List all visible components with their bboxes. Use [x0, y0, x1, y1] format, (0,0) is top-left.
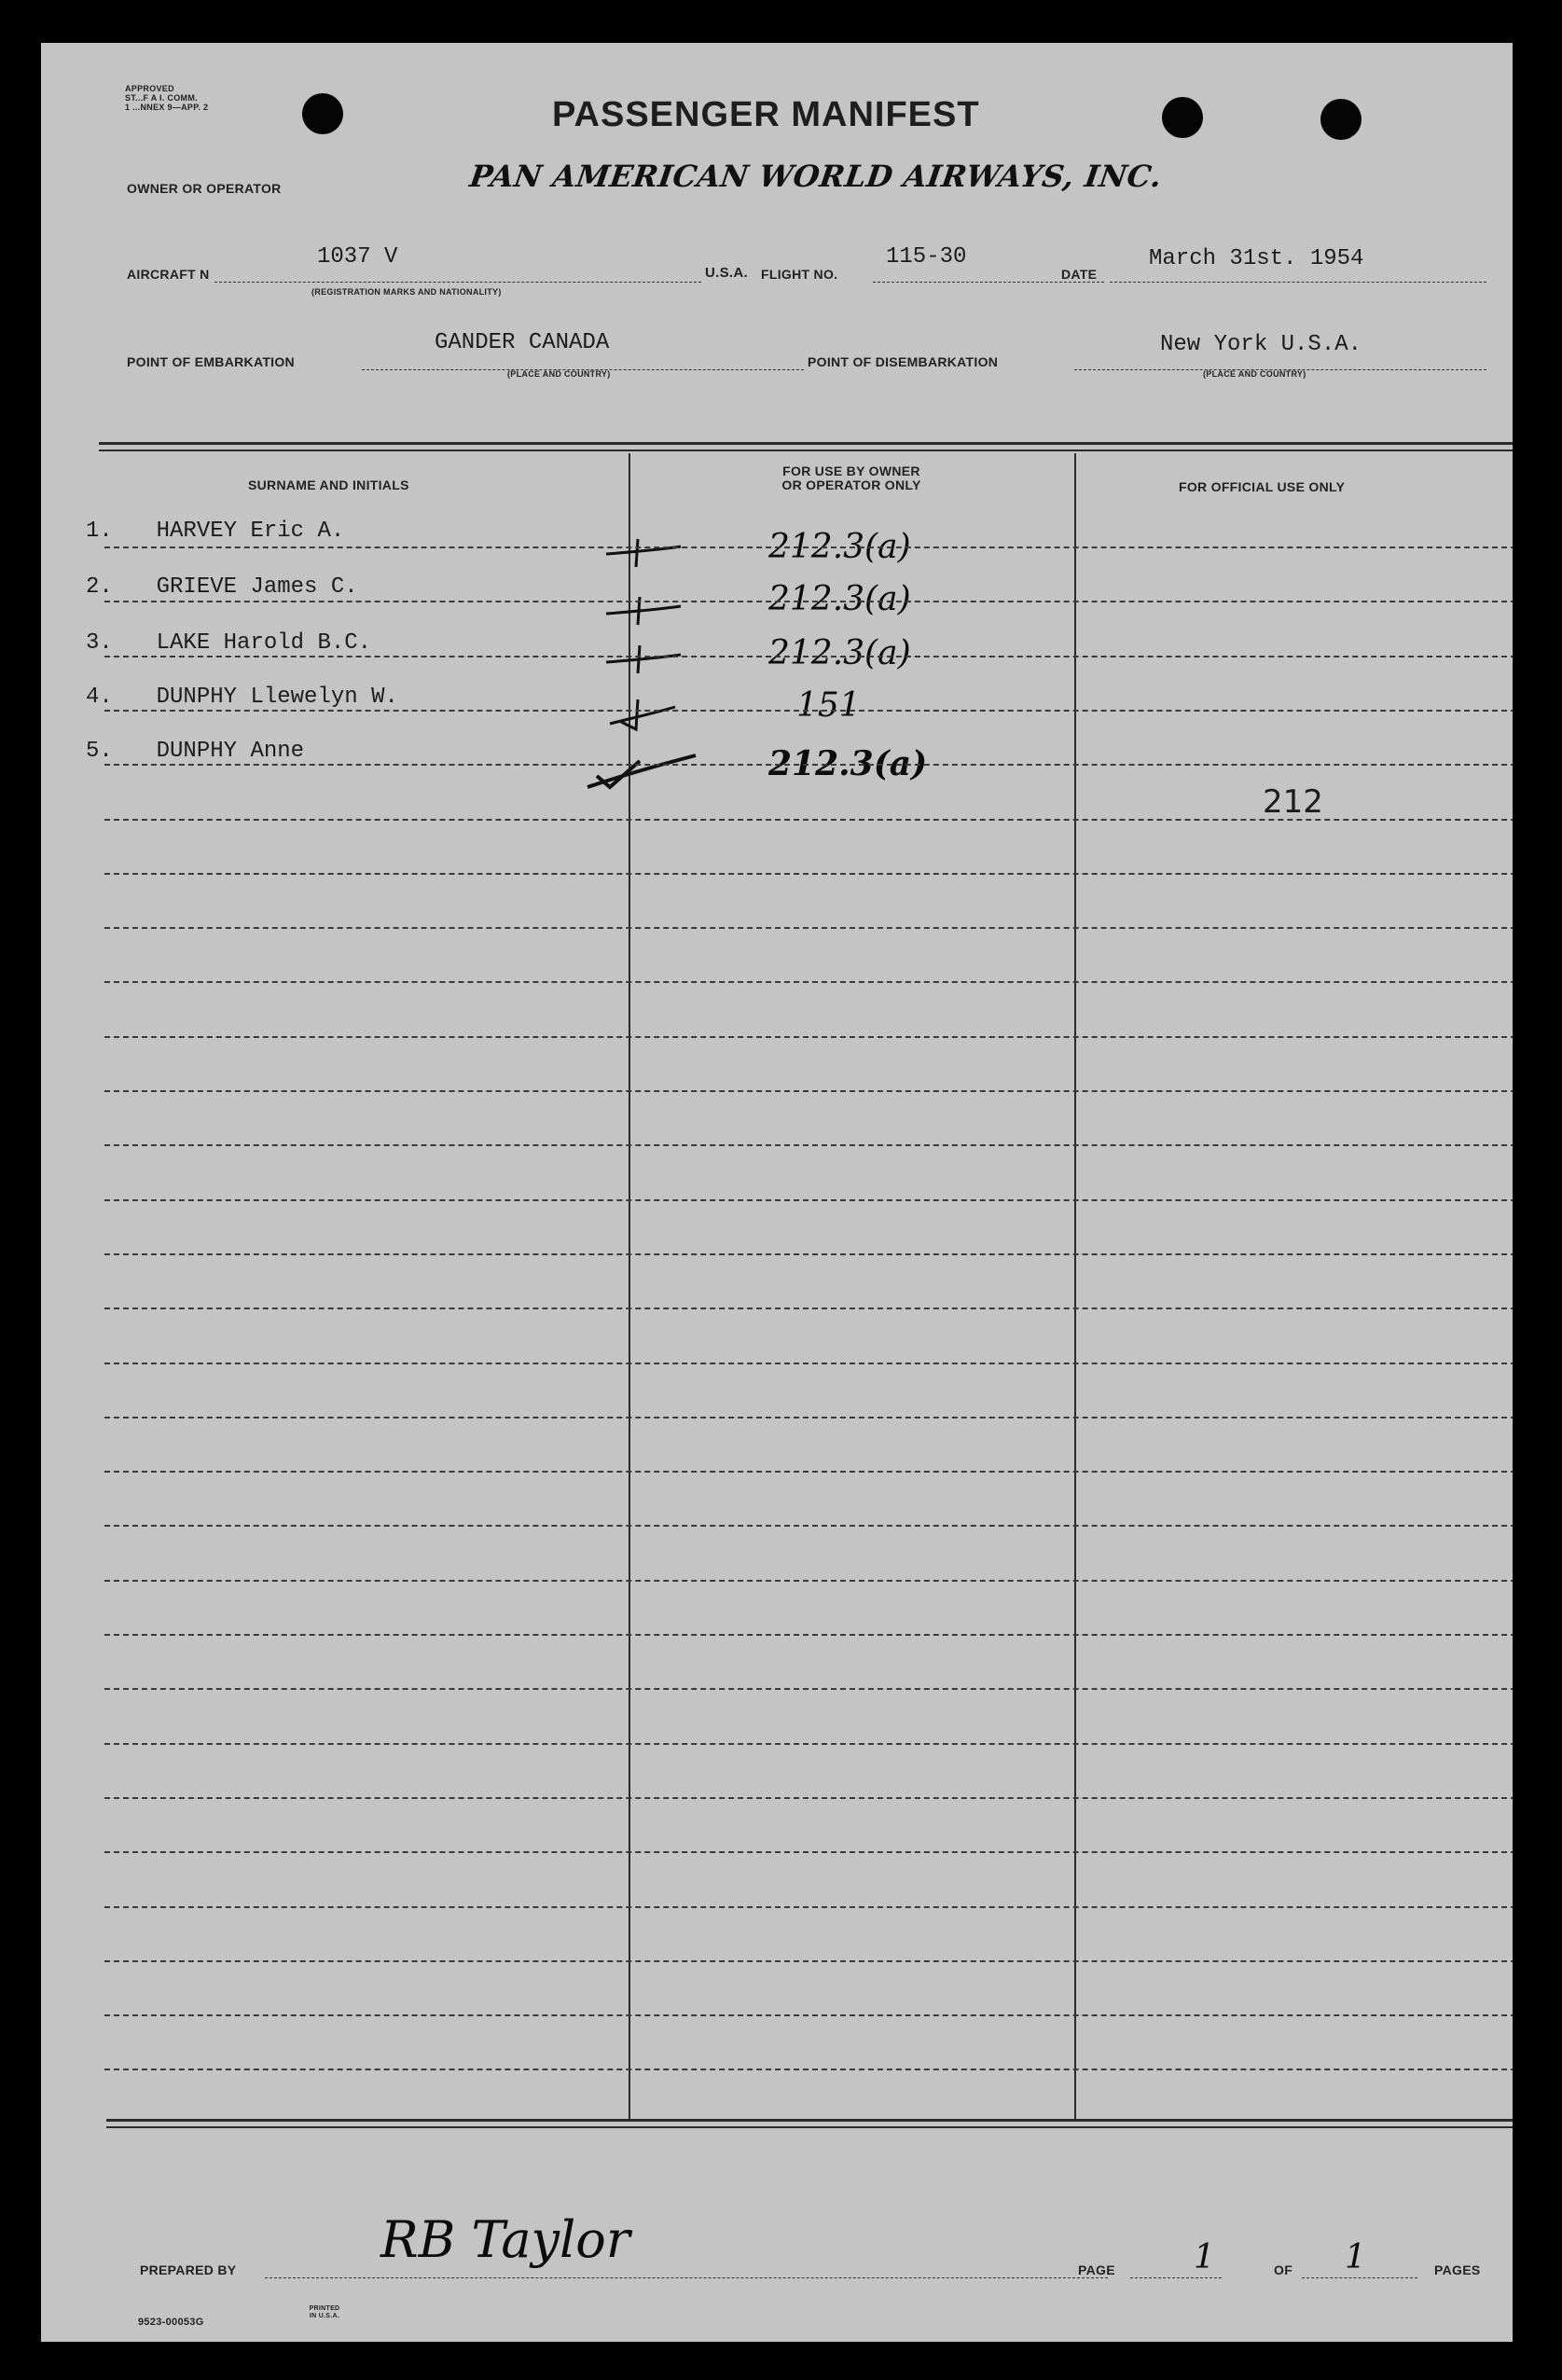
check-mark-4: [601, 696, 684, 737]
ruled-line: [104, 1144, 1513, 1146]
row-number: 5.: [86, 739, 113, 764]
ruled-line: [104, 2014, 1513, 2016]
disembarkation-label: POINT OF DISEMBARKATION: [808, 354, 999, 369]
operator-code-4: 151: [796, 686, 861, 725]
check-mark-3: [601, 640, 684, 681]
approval-stamp: [125, 84, 208, 112]
date-label: DATE: [1061, 267, 1098, 282]
owner-operator-label: OWNER OR OPERATOR: [127, 181, 282, 196]
ruled-line: [104, 1471, 1513, 1473]
aircraft-sublabel: (REGISTRATION MARKS AND NATIONALITY): [311, 287, 502, 297]
ruled-line: [104, 1525, 1513, 1527]
punch-hole-left: [302, 93, 343, 134]
ruled-line: [104, 1253, 1513, 1255]
embarkation-sublabel: (PLACE AND COUNTRY): [507, 369, 611, 379]
ruled-line: [104, 819, 1513, 821]
prepared-by-signature: RB Taylor: [380, 2210, 630, 2269]
ruled-line: [104, 981, 1513, 983]
ruled-line: [104, 1036, 1513, 1038]
flight-value: 115-30: [886, 244, 967, 270]
row-number: 2.: [86, 574, 113, 600]
ruled-line: [104, 2069, 1513, 2070]
ruled-line: [104, 1634, 1513, 1636]
aircraft-value: 1037 V: [317, 244, 398, 270]
header-surname: SURNAME AND INITIALS: [248, 477, 409, 492]
check-mark-1: [601, 533, 684, 574]
check-mark-2: [601, 591, 684, 632]
ruled-line: [104, 873, 1513, 875]
operator-code-2: 212.3(a): [768, 580, 911, 618]
passenger-name: LAKE Harold B.C.: [156, 630, 372, 656]
form-number: 9523-00053G: [138, 2317, 204, 2328]
embarkation-value: GANDER CANADA: [435, 330, 610, 355]
row-number: 4.: [86, 685, 113, 710]
ruled-line: [104, 710, 1513, 712]
stamp-line-1: APPROVED: [125, 84, 174, 93]
ruled-line: [104, 1308, 1513, 1309]
ruled-line: [104, 927, 1513, 929]
disembarkation-value: New York U.S.A.: [1160, 332, 1362, 357]
column-divider-2: [1074, 453, 1076, 2119]
ruled-line: [104, 1580, 1513, 1582]
ruled-line: [104, 764, 1513, 766]
ruled-line: [104, 1797, 1513, 1799]
ruled-line: [104, 1743, 1513, 1745]
disembarkation-sublabel: (PLACE AND COUNTRY): [1203, 369, 1306, 379]
passenger-row-5: [86, 739, 304, 764]
ruled-line: [104, 601, 1513, 602]
usa-label: U.S.A.: [705, 265, 748, 281]
printed-in-usa: PRINTED IN U.S.A.: [309, 2305, 340, 2319]
prepared-by-label: PREPARED BY: [140, 2262, 237, 2277]
check-mark-5: [578, 752, 699, 793]
row-number: 3.: [86, 630, 113, 656]
aircraft-label: AIRCRAFT N: [127, 267, 210, 282]
passenger-name: HARVEY Eric A.: [156, 519, 345, 544]
stamp-line-3: 1 ...NNEX 9—APP. 2: [125, 103, 209, 112]
passenger-row-2: [86, 574, 358, 600]
page-number: 1: [1194, 2238, 1215, 2276]
of-label: OF: [1274, 2262, 1293, 2277]
passenger-row-4: [86, 685, 398, 710]
pages-label: PAGES: [1434, 2262, 1481, 2277]
passenger-name: DUNPHY Llewelyn W.: [156, 685, 398, 710]
operator-code-3: 212.3(a): [768, 634, 911, 672]
passenger-name: DUNPHY Anne: [156, 739, 305, 764]
total-pages: 1: [1345, 2238, 1366, 2276]
page-label: PAGE: [1078, 2262, 1115, 2277]
ruled-line: [104, 1199, 1513, 1201]
stamp-line-2: ST...F A I. COMM.: [125, 93, 198, 103]
ruled-line: [104, 656, 1513, 657]
passenger-row-3: [86, 630, 371, 656]
punch-hole-center: [1162, 97, 1203, 138]
page-title: PASSENGER MANIFEST: [552, 95, 980, 134]
ruled-line: [104, 1851, 1513, 1853]
passenger-row-1: [86, 519, 344, 544]
operator-code-1: 212.3(a): [768, 528, 911, 566]
date-value: March 31st. 1954: [1149, 246, 1364, 271]
embarkation-label: POINT OF EMBARKATION: [127, 354, 295, 369]
ruled-line: [104, 1090, 1513, 1092]
passenger-name: GRIEVE James C.: [156, 574, 358, 600]
row-number: 1.: [86, 519, 113, 544]
official-note: 212: [1263, 783, 1323, 821]
flight-label: FLIGHT NO.: [761, 267, 838, 282]
header-owner: FOR USE BY OWNER OR OPERATOR ONLY: [781, 464, 921, 492]
operator-code-5: 212.3(a): [768, 744, 928, 783]
ruled-line: [104, 1363, 1513, 1364]
ruled-line: [104, 1906, 1513, 1908]
header-official: FOR OFFICIAL USE ONLY: [1179, 479, 1346, 494]
ruled-line: [104, 547, 1513, 548]
punch-hole-right: [1320, 99, 1362, 140]
ruled-line: [104, 1960, 1513, 1962]
ruled-line: [104, 1688, 1513, 1690]
ruled-line: [104, 1417, 1513, 1418]
airline-name: PAN AMERICAN WORLD AIRWAYS, INC.: [467, 159, 1165, 194]
manifest-sheet: [41, 43, 1513, 2342]
